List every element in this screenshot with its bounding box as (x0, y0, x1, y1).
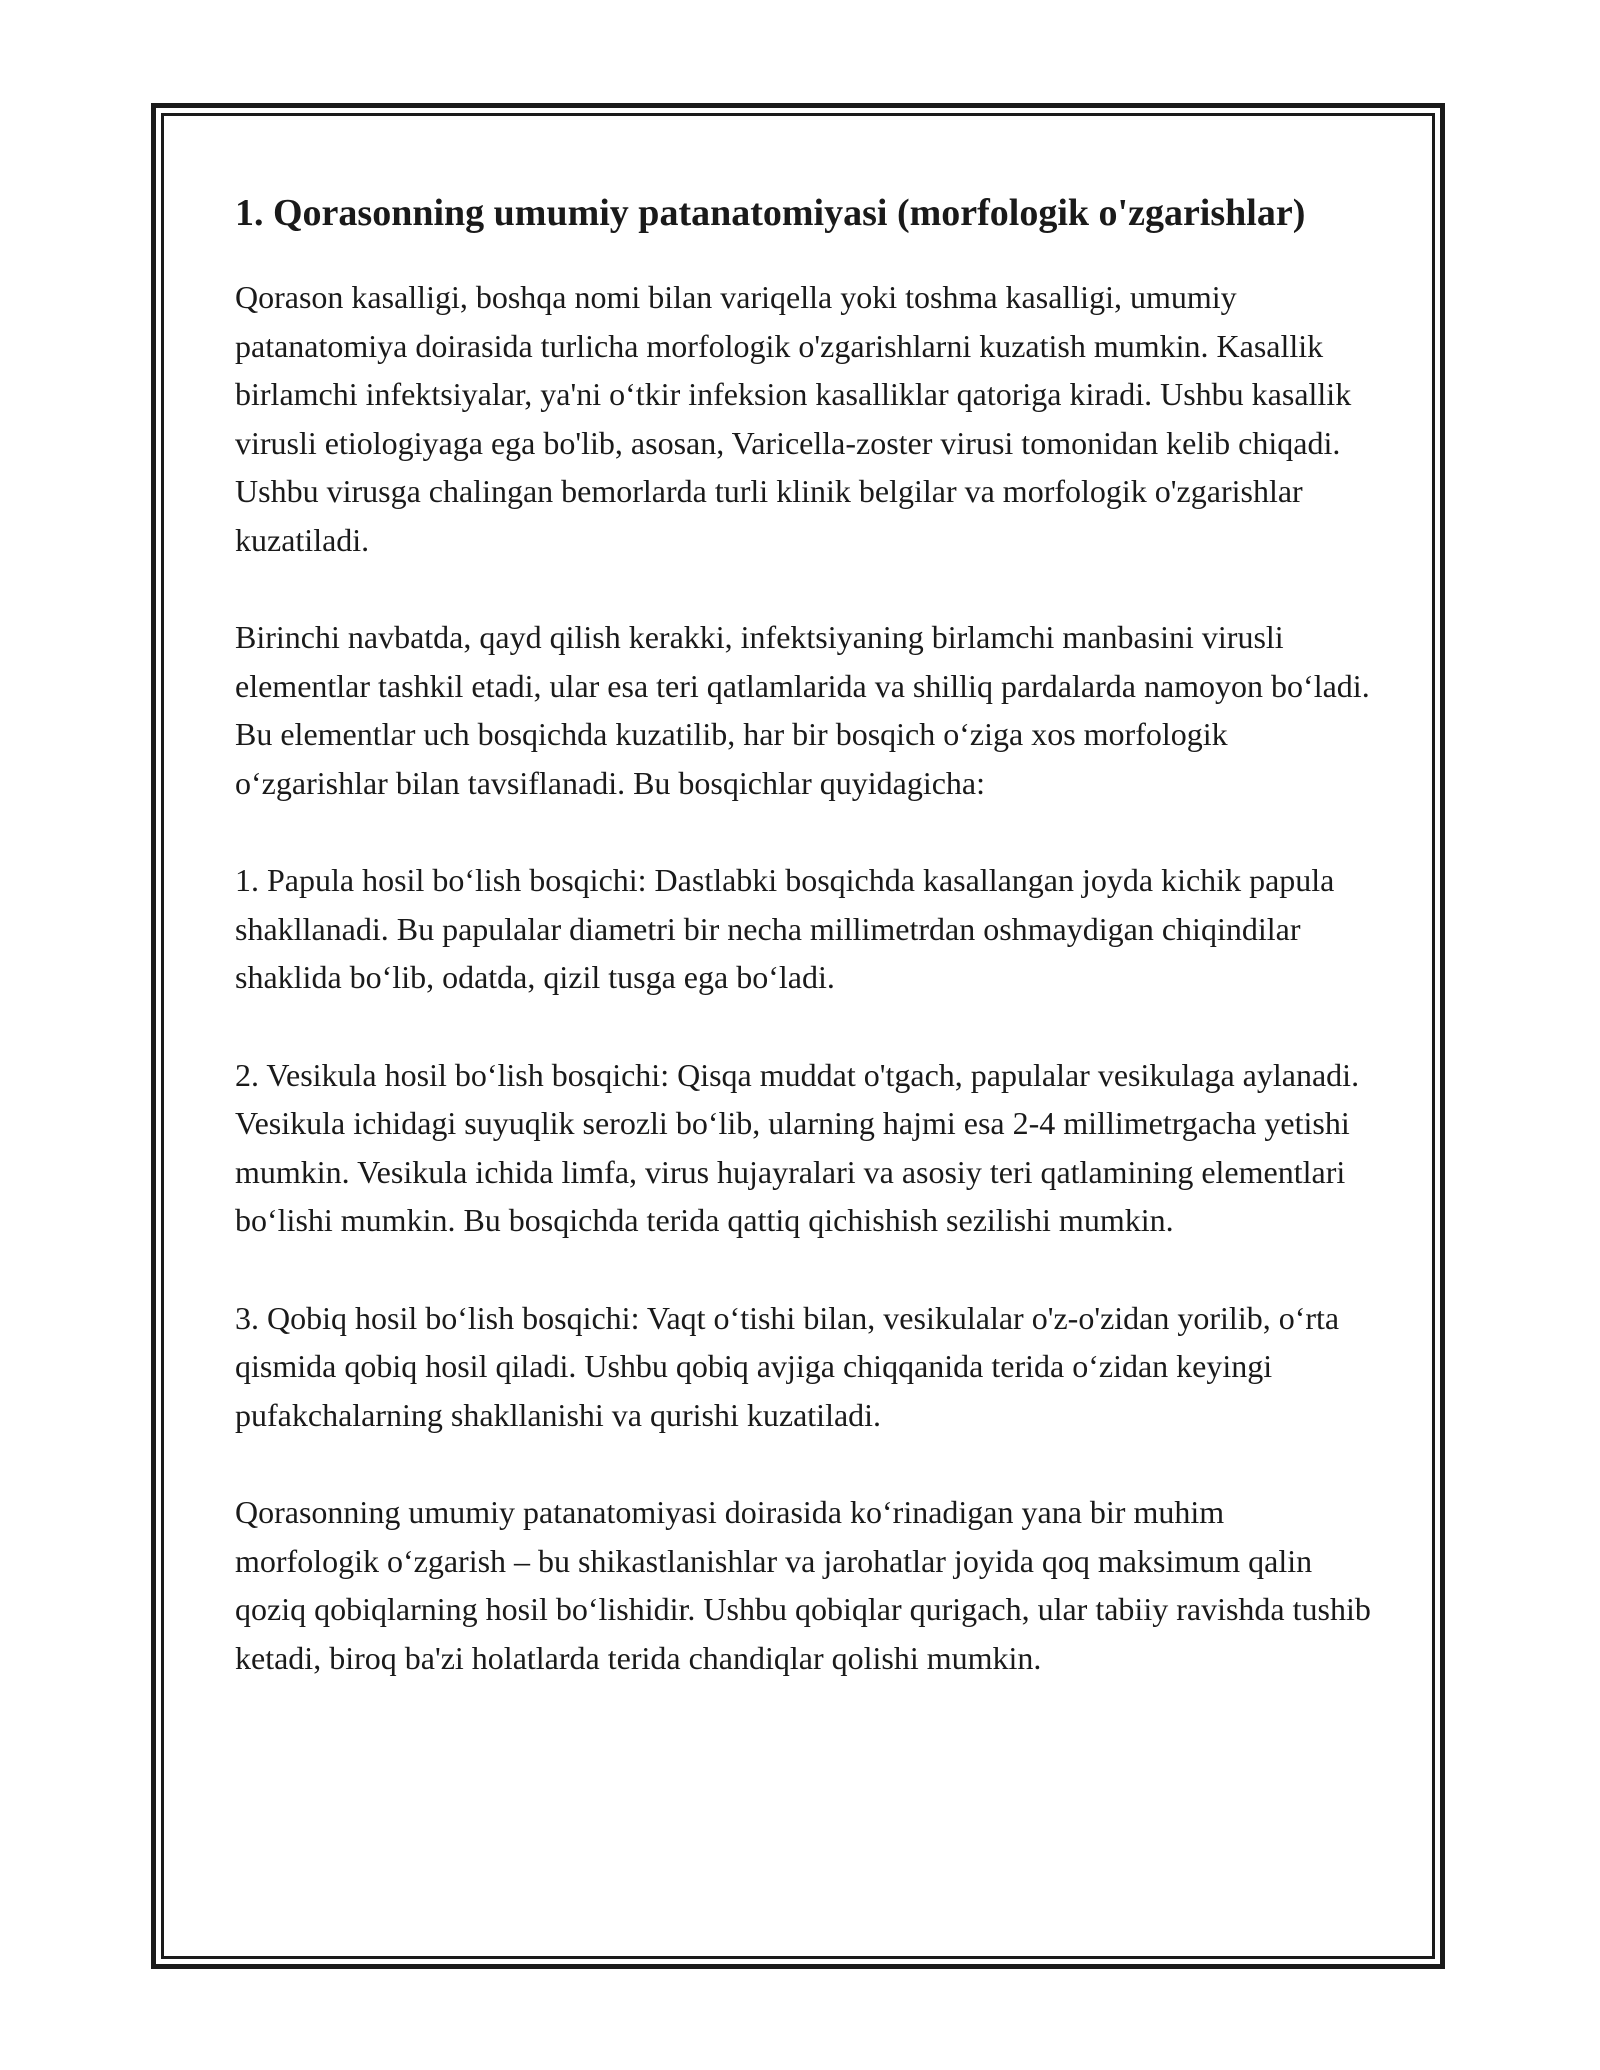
paragraph-stage-papula: 1. Papula hosil bo‘lish bosqichi: Dastlabki bosqichda kasallangan joyda kichik papula shakllanadi. Bu papulalar diametri bir necha millimetrdan oshmaydigan chiqindilar shaklida bo‘lib, odatda, qizil tusga ega bo‘ladi. (235, 862, 1335, 995)
document-body (235, 185, 1375, 1731)
paragraph-stages-intro: Birinchi navbatda, qayd qilish kerakki, infektsiyaning birlamchi manbasini virusli elementlar tashkil etadi, ular esa teri qatlamlarida va shilliq pardalarda namoyon bo‘ladi. Bu elementlar uch bosqichda kuzatilib, har bir bosqich o‘ziga xos morfologik o‘zgarishlar bilan tavsiflanadi. Bu bosqichlar quyidagicha: (235, 619, 1370, 801)
paragraph-stage-vesikula: 2. Vesikula hosil bo‘lish bosqichi: Qisqa muddat o'tgach, papulalar vesikulaga aylanadi. Vesikula ichidagi suyuqlik serozli bo‘lib, ularning hajmi esa 2-4 millimetrgacha yetishi mumkin. Vesikula ichida limfa, virus hujayralari va asosiy teri qatlamining elementlari bo‘lishi mumkin. Bu bosqichda terida qattiq qichishish sezilishi mumkin. (235, 1056, 1360, 1238)
paragraph-intro: Qorason kasalligi, boshqa nomi bilan variqella yoki toshma kasalligi, umumiy patanatomiya doirasida turlicha morfologik o'zgarishlarni kuzatish mumkin. Kasallik birlamchi infektsiyalar, ya'ni o‘tkir infeksion kasalliklar qatoriga kiradi. Ushbu kasallik virusli etiologiyaga ega bo'lib, asosan, Varicella-zoster virusi tomonidan kelib chiqadi. Ushbu virusga chalingan bemorlarda turli klinik belgilar va morfologik o'zgarishlar kuzatiladi. (235, 279, 1352, 558)
paragraph-conclusion: Qorasonning umumiy patanatomiyasi doirasida ko‘rinadigan yana bir muhim morfologik o‘zgarish – bu shikastlanishlar va jarohatlar joyida qoq maksimum qalin qoziq qobiqlarning hosil bo‘lishidir. Ushbu qobiqlar qurigach, ular tabiiy ravishda tushib ketadi, biroq ba'zi holatlarda terida chandiqlar qolishi mumkin. (235, 1494, 1371, 1676)
paragraph-stage-qobiq: 3. Qobiq hosil bo‘lish bosqichi: Vaqt o‘tishi bilan, vesikulalar o'z-o'zidan yorilib, o‘rta qismida qobiq hosil qiladi. Ushbu qobiq avjiga chiqqanida terida o‘zidan keyingi pufakchalarning shakllanishi va qurishi kuzatiladi. (235, 1299, 1340, 1433)
section-heading: 1. Qorasonning umumiy patanatomiyasi (morfologik o'zgarishlar) (235, 192, 1306, 234)
